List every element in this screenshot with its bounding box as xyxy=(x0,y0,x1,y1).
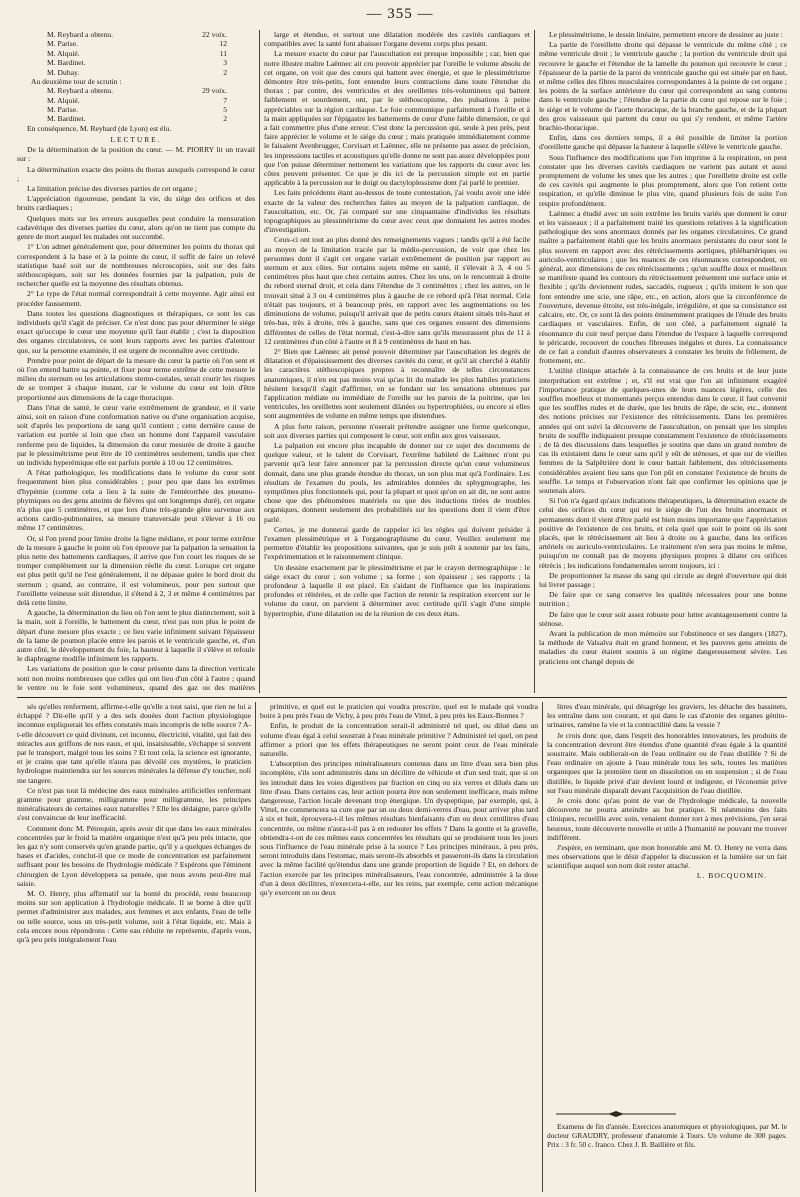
paragraph: Avant la publication de mon mémoire sur l'obstinence et ses dangers (1827), la méthode de Valsalva était en grand honneur, et les pauvres gens atteints de maladies du cœur étaient soumis à un régime dangereusement sévère. Les praticiens ont changé depuis de xyxy=(539,629,787,666)
paragraph: litres d'eau minérale, qui désagrège les graviers, les détache des bassinets, les entraîne dans son courant, et qui dans le cas d'atonie des organes génito-urinaires, ramène la vie et la contractilité dans la vessie ? xyxy=(547,702,787,730)
section-rule xyxy=(17,697,787,698)
paragraph: Sous l'influence des modifications que l'on imprime à la respiration, on peut constater que les diverses cavités cardiaques ne varient pas autant et aussi promptement de volume les unes que les autres ; que l'oreillette droite est celle de ces cavités qui augmente le plus promptement, alors que l'on retient cette respiration, et qu'elle diminue le plus vite, quand plusieurs fois de suite l'on respire profondément. xyxy=(539,152,787,208)
paragraph: De faire que ce sang conserve les qualités nécessaires pour une bonne nutrition ; xyxy=(539,590,787,609)
paragraph: large et étendue, et surtout une dilatation modérée des cavités cardiaques et compatibles avec la santé font abaisser l'organe devenu corps plus pesant. xyxy=(264,30,530,49)
column-5 xyxy=(260,702,538,1192)
vote-row xyxy=(17,114,255,123)
paragraph: Laënnec a étudié avec un soin extrême les bruits variés que donnent le cœur et les vaisseaux ; il a parfaitement traité les questions relatives à la signification pathologique des sons anormaux donnés par les organes circulatoires. Ce grand maître a parfaitement établi que les bruits anormaux persistants du cœur sont le plus souvent en rapport avec des rétrécissements aortiques, phlébartériques ou auriculo-ventriculaires ; que les nuances de ces résonnances correspondent, en général, aux dimensions de ces rétrécissements ; qu'un souffle doux et moelleux se manifeste quand les contours du rétrécissement présentent une surface unie et flexible ; qu'ils deviennent rudes, saccadés, rugueux ; qu'ils imitent le son que font entendre une scie, une râpe, etc., en action, alors que la circonférence de l'ouverture, devenue étroite, est très-inégale, irrégulière, et que sa consistance est calcaire, etc. Or, ce sont là des points éminemment pratiques de l'étude des bruits cardiaques et vasculaires. Enfin, de son côté, a parfaitement signalé la résonnance du cuir neuf perçue dans l'étendue de l'espace à laquelle correspond le péricarde, recouvert de couches fibreuses inégales et dures. La connaissance de ce fait a conduit d'autres observateurs à constater les bruits de frôlement, de frottement, etc. xyxy=(539,208,787,366)
vote-count: 29 voix. xyxy=(202,86,227,96)
vote-row xyxy=(17,58,255,67)
column-5-text xyxy=(260,702,538,897)
paragraph: Si l'on n'a égard qu'aux indications thérapeutiques, la détermination exacte de celui des orifices du cœur qui est le siége de l'un des bruits anormaux et permanents dont il vient d'être parlé est bien moins importante que l'appréciation positive de l'existence de ces bruits, et cela quel que soit le point où ils sont placés, que le rétrécissement ait lieu à droite ou à gauche, dans les orifices artériels ou auriculo-ventriculaires. Le traitement n'en sera pas moins le même, puisqu'on ne connaît pas de moyens physiques propres à dilater ces orifices rétrécis ; les indications fondamentales seront toujours, ici : xyxy=(539,496,787,570)
column-6-text xyxy=(547,702,787,871)
paragraph: Je crois donc qu'au point de vue de l'hydrologie médicale, la nouvelle découverte ne pourra atteindre au but pratique. Si néanmoins des faits cliniques, recueillis avec soin, venaient donner tort à mes prévisions, j'en serai heureux, toute découverte nouvelle et utile à l'humanité ne pouvant me trouver indifférent. xyxy=(547,796,787,842)
vote-row xyxy=(17,49,255,58)
paragraph: 1° L'on admet généralement que, pour déterminer les points du thorax qui correspondent à la base et à la pointe du cœur, il suffit de faire un relevé statistique basé soit sur de nombreuses nécroscopies, soit sur des faits stéthoscopiques, soit sur les données fournies par la palpation, puis de rechercher quelle est la moyenne des résultats obtenus. xyxy=(17,242,255,289)
paragraph: La détermination exacte des points du thorax auxquels correspond le cœur ; xyxy=(17,164,255,183)
paragraph: Ce n'est pas tout là médecine des eaux minérales artificielles renfermant gramme pour gramme, milligramme pour milligramme, les principes minéralisateurs de certaines eaux naturelles ? Elle les dédaigne, parce qu'elle s'est convaincue de leur inefficacité. xyxy=(17,785,251,823)
paragraph: Les variations de position que le cœur présente dans la direction verticale sont non moins nombreuses que celles qui ont lieu d'un côté à l'autre ; quand le ventre ou le foie sont volumineux, quand des gaz ou des matières xyxy=(17,664,255,692)
paragraph: Les faits précédents étant au-dessus de toute contestation, j'ai voulu avoir une idée exacte de la valeur des recherches faites au moyen de la palpation cardiaque, de l'auscultation, etc. Or, j'ai comparé sur une cinquantaine d'individus les résultats topographiques au plessimétrisme du cœur avec ceux que donnaient les autres modes d'investigation. xyxy=(264,188,530,235)
candidate-name: M. Parise. xyxy=(47,39,79,49)
paragraph: J'espère, en terminant, que mon honorable ami M. O. Henry ne verra dans mes observations que le désir d'appeler la discussion et la lumière sur un fait scientifique auquel son nom doit rester attaché. xyxy=(547,843,787,871)
paragraph: 2° Le type de l'état normal correspondrait à cette moyenne. Agir ainsi est procéder faussement. xyxy=(17,289,255,308)
column-3-text xyxy=(539,30,787,666)
paragraph: La mesure exacte du cœur par l'auscultation est presque impossible ; car, bien que notre illustre maître Laënnec ait cru pouvoir apprécier par l'oreille le volume absolu de cet organe, on voit que des cœurs qui battent avec énergie, et que le plessimétrisme démontre être très-petits, font entendre leurs contractions dans toute l'étendue du thorax ; par contre, des ventricules et des oreillettes très-volumineux qui battent faiblement et sourdement, ont, par le stéthoscopisme, des pulsations à peine appréciables sur la région cardiaque. Le foie communique parfaitement à l'oreille et à la main appliquées sur l'épigastre les battements de cœur d'une faible dimension, ce qui a fait commettre plus d'une erreur. C'est donc la percussion qui, seule à peu près, peut faire apprécier le volume et le siége du cœur ; mais pratiquée immédiatement comme le faisaient Avenbrugger, Corvisart et Laënnec, elle ne présente pas assez de précision, les impressions tactiles et acoustiques qu'elle donne ne sont pas assez développées pour que l'on puisse déterminer nettement les variations que les rapports du cœur avec les côtes peuvent présenter. Ce que je dis ici de la percussion simple est en partie applicable à la percussion sur le doigt ou dactyloplessisme dont j'ai parlé le premier. xyxy=(264,49,530,188)
vote-row xyxy=(17,39,255,48)
second-round-label: Au deuxième tour de scrutin : xyxy=(31,77,122,87)
paragraph: A gauche, la détermination du lieu où l'on sent le plus distinctement, soit à la main, soit à l'oreille, le battement du cœur, n'est pas non plus le point de départ d'une mesure plus exacte ; ce lieu varie infiniment suivant l'épaisseur de la lame de poumon placée entre les parois et le ventricule gauche, et, d'un autre côté, le développement du foie, la hauteur à laquelle il s'élève et refoule le diaphragme modifie infiniment les rapports. xyxy=(17,608,255,664)
vote-row xyxy=(17,96,255,105)
column-4 xyxy=(17,702,251,1192)
vote-count: 12 xyxy=(219,39,227,49)
column-divider xyxy=(259,30,260,693)
paragraph: La limitation précise des diverses parties de cet organe ; xyxy=(27,184,198,194)
column-divider xyxy=(542,702,543,1192)
paragraph: sés qu'elles renferment, affirme-t-elle qu'elle a tout saisi, que rien ne lui a échappé ? Dit-elle qu'il y a des sels douées dont l'action physiologique inconnue expliquerait les effets constatés mais incompris de telle source ? A-t-elle découvert ce quid divinum, cet inconnu, électricité, vitalité, qui fait des miracles aux griffons de nos eaux, et qui, insaisissable, s'échappe si souvent par le transport, malgré tous les soins ? Et tout cela, la science est ignorante, et je crains que tant qu'elle n'aura pas dévoilé ces mystères, le praticien hydrologue maintiendra sur les sources minérales la défense d'y toucher, noli me tangere. xyxy=(17,702,251,785)
paragraph: L'appréciation rigoureuse, pendant la vie, du siége des orifices et des bruits cardiaques ; xyxy=(17,194,255,213)
column-1 xyxy=(17,30,255,693)
paragraph: Certes, je me donnerai garde de rappeler ici les règles qui doivent présider à l'examen plessimétrique et à l'organographisme du cœur. Veuillez seulement me permettre d'établir les propositions suivantes, que je suis prêt à soutenir par les faits, l'expérimentation et le raisonnement clinique. xyxy=(264,524,530,562)
first-round-votes xyxy=(17,30,255,77)
column-3 xyxy=(539,30,787,693)
vote-count: 11 xyxy=(219,48,227,58)
paragraph: De proportionner la masse du sang qui circule au degré d'ouverture qui doit lui livrer passage ; xyxy=(539,570,787,589)
paragraph: Enfin, dans ces derniers temps, il a été possible de limiter la portion d'oreillette gauche qui dépasse la hauteur à laquelle s'élève le ventricule gauche. xyxy=(539,133,787,152)
paragraph: Je crois donc que, dans l'esprit des honorables innovateurs, les produits de la concentration devront être étendus d'une quantité d'eau égale à la quantité soustraite. Mais oublierait-on de l'eau ordinaire ou de l'eau distillée ? Si de l'eau ordinaire on ajoute à l'eau minérale tous les sels, toutes les matières organiques que la première tient en dissolution ou en suspension ; si de l'eau distillée, le liquide privé d'air devient lourd et indigeste, et l'économie prive sur l'eau minérale disparaît devant l'acquisition de l'eau distillée. xyxy=(547,730,787,795)
paragraph: La partie de l'oreillette droite qui dépasse le ventricule du même côté ; ce même ventricule droit ; le ventricule gauche ; la portion du ventricule droit qui recouvre le gauche et l'étendue de la lamelle du poumon qui recouvre le cœur ; l'épaisseur de la partie de la paroi du ventricule gauche qui est située par en haut, et même celles des fibres musculaires correspondantes à la pointe de cet organe ; les points de la surface antérieure du cœur qui correspondent au sang contenu dans le ventricule gauche ; l'étendue de la partie du cœur qui repose sur le foie ; le siége et le volume de l'aorte thoracique, de la branche gauche, et de la plupart des gros vaisseaux qui partent du cœur ou qui s'y rendent, et même l'artère brachio-thoracique. xyxy=(539,40,787,133)
vote-count: 2 xyxy=(223,114,227,124)
paragraph: Quelques mots sur les erreurs auxquelles peut conduire la mensuration cadavérique des diverses parties du cœur, alors qu'on ne tient pas compte du genre de mort auquel les malades ont succombé. xyxy=(17,213,255,242)
column-divider xyxy=(255,702,256,1192)
vote-count: 3 xyxy=(223,58,227,68)
review-text: Examens de fin d'année. Exercices anatomiques et physiologiques, par M. le docteur GRAUDRY, professeur d'anatomie à Tours. Un volume de 300 pages. Prix : 3 fr. 50 c. franco. Chez J. B. Baillière et fils. xyxy=(547,1122,787,1149)
paragraph: Prendre pour point de départ de la mesure du cœur la partie où l'on sent et où l'on entend battre sa pointe, et fixer pour terme extrême de cette mesure le milieu du sternum ou les articulations sterno-costales, serait courir les risques de se tromper à chaque instant, car le volume du cœur est loin d'être proportionné aux dimensions de la cage thoracique. xyxy=(17,355,255,402)
candidate-name: M. Alquié. xyxy=(47,95,80,105)
page-number: — 355 — xyxy=(366,6,434,22)
candidate-name: M. Alquié. xyxy=(47,48,80,58)
vote-row xyxy=(17,86,255,95)
paragraph: De faire que le cœur soit assez robuste pour lutter avantageusement contre la sténose. xyxy=(539,609,787,628)
vote-count: 2 xyxy=(223,67,227,77)
book-review xyxy=(547,1122,787,1192)
column-6 xyxy=(547,702,787,1112)
paragraph: Ceux-ci ont tout au plus donné des renseignements vagues ; tandis qu'il a été facile au moyen de la limitation tracée par la médio-percussion, de voir que chez les personnes dont il s'agit cet organe variait extrêmement de position par rapport au sternum et aux côtes. Sur certains sujets même en santé, il s'élevait à 3, 4 ou 5 centimètres plus haut que chez certains autres. Chez les uns, on le rencontrait à droite du rebord sternal droit, et cela dans l'étendue de 3 centimètres ; chez les autres, on le trouvait situé à 3 ou 4 centimètres plus à gauche de ce rebord qu'à l'état normal. Cela n'était pas toujours, et à beaucoup près, en rapport avec les augmentations ou les diminutions de volume, puisqu'il arrivait que de petits cœurs étaient situés très-haut et très-bas, très à droite, très à gauche, sans que ces organes eussent des dimensions différentes de celles de l'état normal, c'est-à-dire sans qu'ils mesurassent plus de 11 à 12 centimètres d'un côté à l'autre et 8 à 9 centimètres de haut en bas. xyxy=(264,235,530,346)
election-conclusion: En conséquence, M. Reybard (de Lyon) est élu. xyxy=(27,123,172,133)
vote-row xyxy=(17,30,255,39)
paragraph: Le plessimétrisme, le dessin linéaire, permettent encore de dessiner au juste : xyxy=(549,30,783,39)
candidate-name: M. Parise. xyxy=(47,105,79,115)
paragraph: Or, si l'on prend pour limite droite la ligne médiane, et pour terme extrême de la mesure à gauche le point où l'on éprouve par la palpation la sensation la plus nette des battements cardiaques, il arrive que l'on court les risques de se tromper complètement sur la dimension réelle du cœur. Lorsque cet organe est plus petit qu'il ne l'est généralement, il ne dépasse guère le bord droit du sternum ; quand, au contraire, il est volumineux, pour peu surtout que l'oreillette veineuse soit distendue, il s'étend à 2, 3 et même 4 centimètres par delà cette limite. xyxy=(17,533,255,608)
column-1-text xyxy=(17,145,255,693)
vote-row xyxy=(17,68,255,77)
paragraph: A plus forte raison, personne n'oserait prétendre assigner une forme quelconque, soit aux diverses parties qui composent le cœur, soit enfin aux gros vaisseaux. xyxy=(264,421,530,440)
candidate-name: M. Reybard a obtenu. xyxy=(47,86,114,96)
second-round-votes xyxy=(17,86,255,124)
candidate-name: M. Bardinet. xyxy=(47,114,86,124)
paragraph: Dans l'état de santé, le cœur varie extrêmement de grandeur, et il varie ainsi, soit en raison d'une conformation native ou d'une organisation acquise, soit d'après les proportions de sang qu'il contient ; cette dernière cause de variation est portée si loin que chez un homme dont l'appareil vasculaire renferme peu de liquides, la dimension du cœur mesurée de droite à gauche par le plessimétrisme peut être de 10 centimètres seulement, tandis que chez un individu hyperémique elle est parfois portée à 10 ou 12 centimètres. xyxy=(17,402,255,467)
paragraph: primitive, et quel est le praticien qui voudra prescrire, quel est le malade qui voudra boire à peu près l'eau de Vichy, à peu près l'eau de Vittel, à peu près les Eaux-Bonnes ? xyxy=(260,702,538,721)
candidate-name: M. Reybard a obtenu. xyxy=(47,30,114,39)
paragraph: A l'état pathologique, les modifications dans le volume du cœur sont frequemment bien plus considérables ; pour peu que dans les extrêmes d'hypémie (comme cela a lieu à la suite de l'entérorrhée des pneumo-phymiques ou des gens atteints de fièvres qui ont longtemps duré), cet organe n'a plus que 5 centimètres, et que lors d'une très-grande gêne survenue aux actions cardio-pulmonaires, sa mesure transversale peut s'élever à 16 ou même 17 centimètres. xyxy=(17,468,255,533)
column-divider xyxy=(534,30,535,693)
candidate-name: M. Dubay. xyxy=(47,67,80,77)
paragraph: 2° Bien que Laënnec ait pensé pouvoir déterminer par l'auscultation les degrés de dilatation et d'épaississement des diverses cavités du cœur, et qu'il ait cherché à établir les caractères stéthoscopiques propres à reconnaître de telles circonstances anatomiques, il n'en est pas moins vrai qu'au lit du malade les plus habiles praticiens hésitent lorsqu'il s'agit d'affirmer, en se fondant sur les sensations obtenues par l'application médiate ou immédiate de l'oreille sur les parois de la poitrine, que les ventricules, les oreillettes sont seulement dilatées ou hypertrophiées, ou encore si elles sont augmentées de volume en même temps que distendues. xyxy=(264,346,530,421)
column-2-text xyxy=(264,30,530,618)
column-4-text xyxy=(17,702,251,944)
author-signature: L. BOCQUOMIN. xyxy=(696,870,767,880)
paragraph: De la détermination de la position du cœur. — M. PIORRY lit un travail sur : xyxy=(17,145,255,164)
paragraph: Comment donc M. Pétrequin, après avoir dit que dans les eaux minérales concentrées par le froid la matière organique n'est qu'à peu près intacte, que les gaz n'y sont conservés qu'en grande partie, qu'il y a quelques échanges de bases et d'acides, conclut-il que ce mode de concentration est parfaitement suffisant pour les besoins de l'hydrologie médicale ? Espérons que l'éminent chirurgien de Lyon développera sa pensée, que nous avons peut-être mal saisie. xyxy=(17,823,251,888)
lecture-heading: LECTURE. xyxy=(110,135,162,145)
column-2 xyxy=(264,30,530,693)
ornament-rule xyxy=(556,1111,676,1117)
paragraph: Dans toutes les questions diagnostiques et thérapiques, ce sont les cas individuels qu'il s'agit de préciser. Ce n'est donc pas pour déterminer le siége exact qu'occupe le cœur une moyenne qu'il faut établir ; c'est la disposition des organes circulatoires, ce sont leurs rapports avec les parties d'alentour que, sur la personne examinée, il est urgent de reconnaître avec certitude. xyxy=(17,308,255,355)
vote-count: 7 xyxy=(223,95,227,105)
paragraph: Enfin, le produit de la concentration serait-il administré tel quel, ou dilué dans un volume d'eau égal à celui soustrait à l'eau minérale primitive ? Administré tel quel, on peut affirmer a priori que les effets thérapeutiques ne seront point ceux de l'eau minérale naturelle. xyxy=(260,721,538,759)
candidate-name: M. Bardinet. xyxy=(47,58,86,68)
paragraph: L'utilité clinique attachée à la connaissance de ces bruits et de leur juste interprétation est extrême ; et, s'il est vrai que l'on ait infiniment exagéré l'importance pratique de quelques-unes de leurs nuances légères, celle des souffles moelleux et momentanés perçus entendus dans le cœur, il faut convenir que les souffles rudes et de durée, que les bruits de râpe, de scie, etc., donnent des notions précises sur l'existence des rétrécissements. Dans les premières années qui ont suivi la découverte de l'auscultation, on pensait que les simples bruits de souffle indiquaient presque constamment l'existence de rétrécissements ; de là des discussions dans lesquelles je soutins que dans un grand nombre de cas ils existaient dans le cœur sans qu'il y eût de sténoses, et que sur de vieilles femmes de la Salpêtrière dont le cœur battait faiblement, des rétrécissements considérables avaient lieu sans que l'on pût en constater l'existence de bruits de souffle. Le temps et l'observation n'ont fait que confirmer les opinions que je soutenais alors. xyxy=(539,366,787,495)
paragraph: Un dessine exactement par le plessimétrisme et par le crayon dermographique : le siége exact du cœur ; son volume ; sa forme ; son épaisseur ; ses rapports ; la profondeur à laquelle il est placé. En s'aidant de l'influence que les inspirations profondes et réitérées, et de celle que l'action de retenir la respiration exercent sur le volume du cœur, on parvient à déterminer avec certitude qu'il s'agit d'une simple hypertrophie, d'une dilatation ou de la réunion de ces deux états. xyxy=(264,562,530,618)
vote-count: 5 xyxy=(223,105,227,115)
vote-count: 22 voix. xyxy=(202,30,227,39)
paragraph: M. O. Henry, plus affirmatif sur la bonté du procédé, reste beaucoup moins sur son application à l'hydrologie médicale. Il se borne à dire qu'il permet d'administrer aux malades, aux femmes et aux enfants, l'eau de telle ou telle source, sous un très-petit volume, soit à l'état liquide, etc. Mais à cela encore nous répondrons : Cette eau réduite ne représente, d'après vous, qu'à peu près intégralement l'eau xyxy=(17,889,251,945)
paragraph: La palpation est encore plus incapable de donner sur ce sujet des documents de quelque valeur, et le talent de Corvisart, l'extrême habileté de Laënnec n'ont pu parvenir qu'à leur faire annoncer par la percussion directe qu'un cœur volumineux donnait, dans une plus grande étendue du thorax, un son plus mat qu'à l'ordinaire. Les résultats de l'examen du pouls, les admirables données du sphygmographe, les symptômes plus fonctionnels qui, pour la plupart et quoi qu'on en ait dit, ne sont autre chose que des phénomènes matériels ou que des inductions tirées de troubles organiques, donnent seulement des probabilités sur les questions dont il vient d'être parlé. xyxy=(264,440,530,524)
vote-row xyxy=(17,105,255,114)
paragraph: L'absorption des principes minéralisateurs contenus dans un litre d'eau sera bien plus incomplète, s'ils sont administrés dans un décilitre de véhicule et d'un seul trait, que si on les introduit dans les voies digestives par fraction en cinq ou six verres et dilués dans un litre d'eau. Dans certains cas, leur action pourra être non seulement inefficace, mais même dangereuse, l'action locale devenant trop énergique. Un dyspeptique, par exemple, qui, à Vittel, ne commencera sa cure que par un ou deux demi-verres d'eau, pour arriver plus tard à six et huit, éprouvera-t-il les mêmes résultats bienfaisants d'un ou deux centilitres d'eau concentrée, ou même n'aura-t-il pas à en redouter les effets ? Dans la goutte et la gravelle, obtiendra-t-on de ces mêmes eaux concentrées les résultats qui se produisent tous les jours sous l'influence de l'eau minérale prise à la source ? Les principes minéraux, à peu près, seront introduits dans l'estomac, mais seront-ils absorbés et passeront-ils dans la circulation avec la même facilité qu'étendus dans une grande proportion de liquide ? Et, en dehors de l'action exercée par les principes minéralisateurs, l'eau concentrée, administrée à la dose d'un à deux décilitres, n'exercera-t-elle, sur les reins, par exemple, cette action mécanique qu'y exercent un ou deux xyxy=(260,759,538,898)
